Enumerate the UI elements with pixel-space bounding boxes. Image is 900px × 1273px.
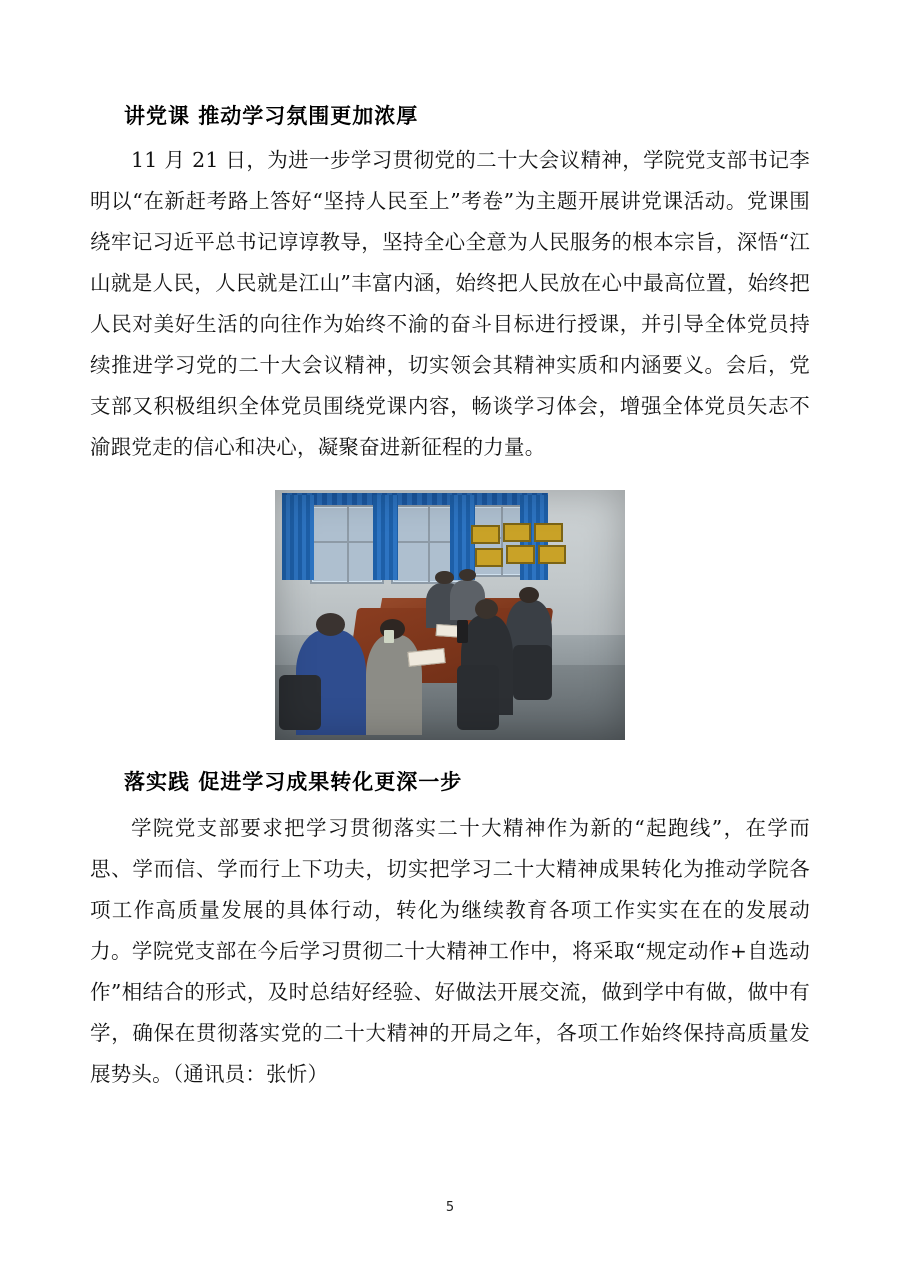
photo-scene [275,490,625,740]
section-paragraph-1: 11 月 21 日，为进一步学习贯彻党的二十大会议精神，学院党支部书记李明以“在新赶考路上答好“坚持人民至上”考卷”为主题开展讲党课活动。党课围绕牢记习近平总书记谆谆教导，坚持全心全意为人民服务的根本宗旨，深悟“江山就是人民，人民就是江山”丰富内涵，始终把人民放在心中最高位置，始终把人民对美好生活的向往作为始终不渝的奋斗目标进行授课，并引导全体党员持续推进学习党的二十大会议精神，切实领会其精神实质和内涵要义。会后，党支部又积极组织全体党员围绕党课内容，畅谈学习体会，增强全体党员矢志不渝跟党走的信心和决心，凝聚奋进新征程的力量。 [90,148,810,459]
photo-vignette [275,490,625,740]
section-paragraph-2: 学院党支部要求把学习贯彻落实二十大精神作为新的“起跑线”，在学而思、学而信、学而行上下功夫，切实把学习二十大精神成果转化为推动学院各项工作高质量发展的具体行动，转化为继续教育各项工作实实在在的发展动力。学院党支部在今后学习贯彻二十大精神工作中，将采取“规定动作+自选动作”相结合的形式，及时总结好经验、好做法开展交流，做到学中有做，做中有学，确保在贯彻落实党的二十大精神的开局之年，各项工作始终保持高质量发展势头。（通讯员：张忻） [90,816,810,1086]
meeting-photo [275,490,625,740]
page-number: 5 [445,1200,455,1215]
section-heading-1: 讲党课 推动学习氛围更加浓厚 [124,104,419,128]
section-heading-2: 落实践 促进学习成果转化更深一步 [124,770,463,794]
